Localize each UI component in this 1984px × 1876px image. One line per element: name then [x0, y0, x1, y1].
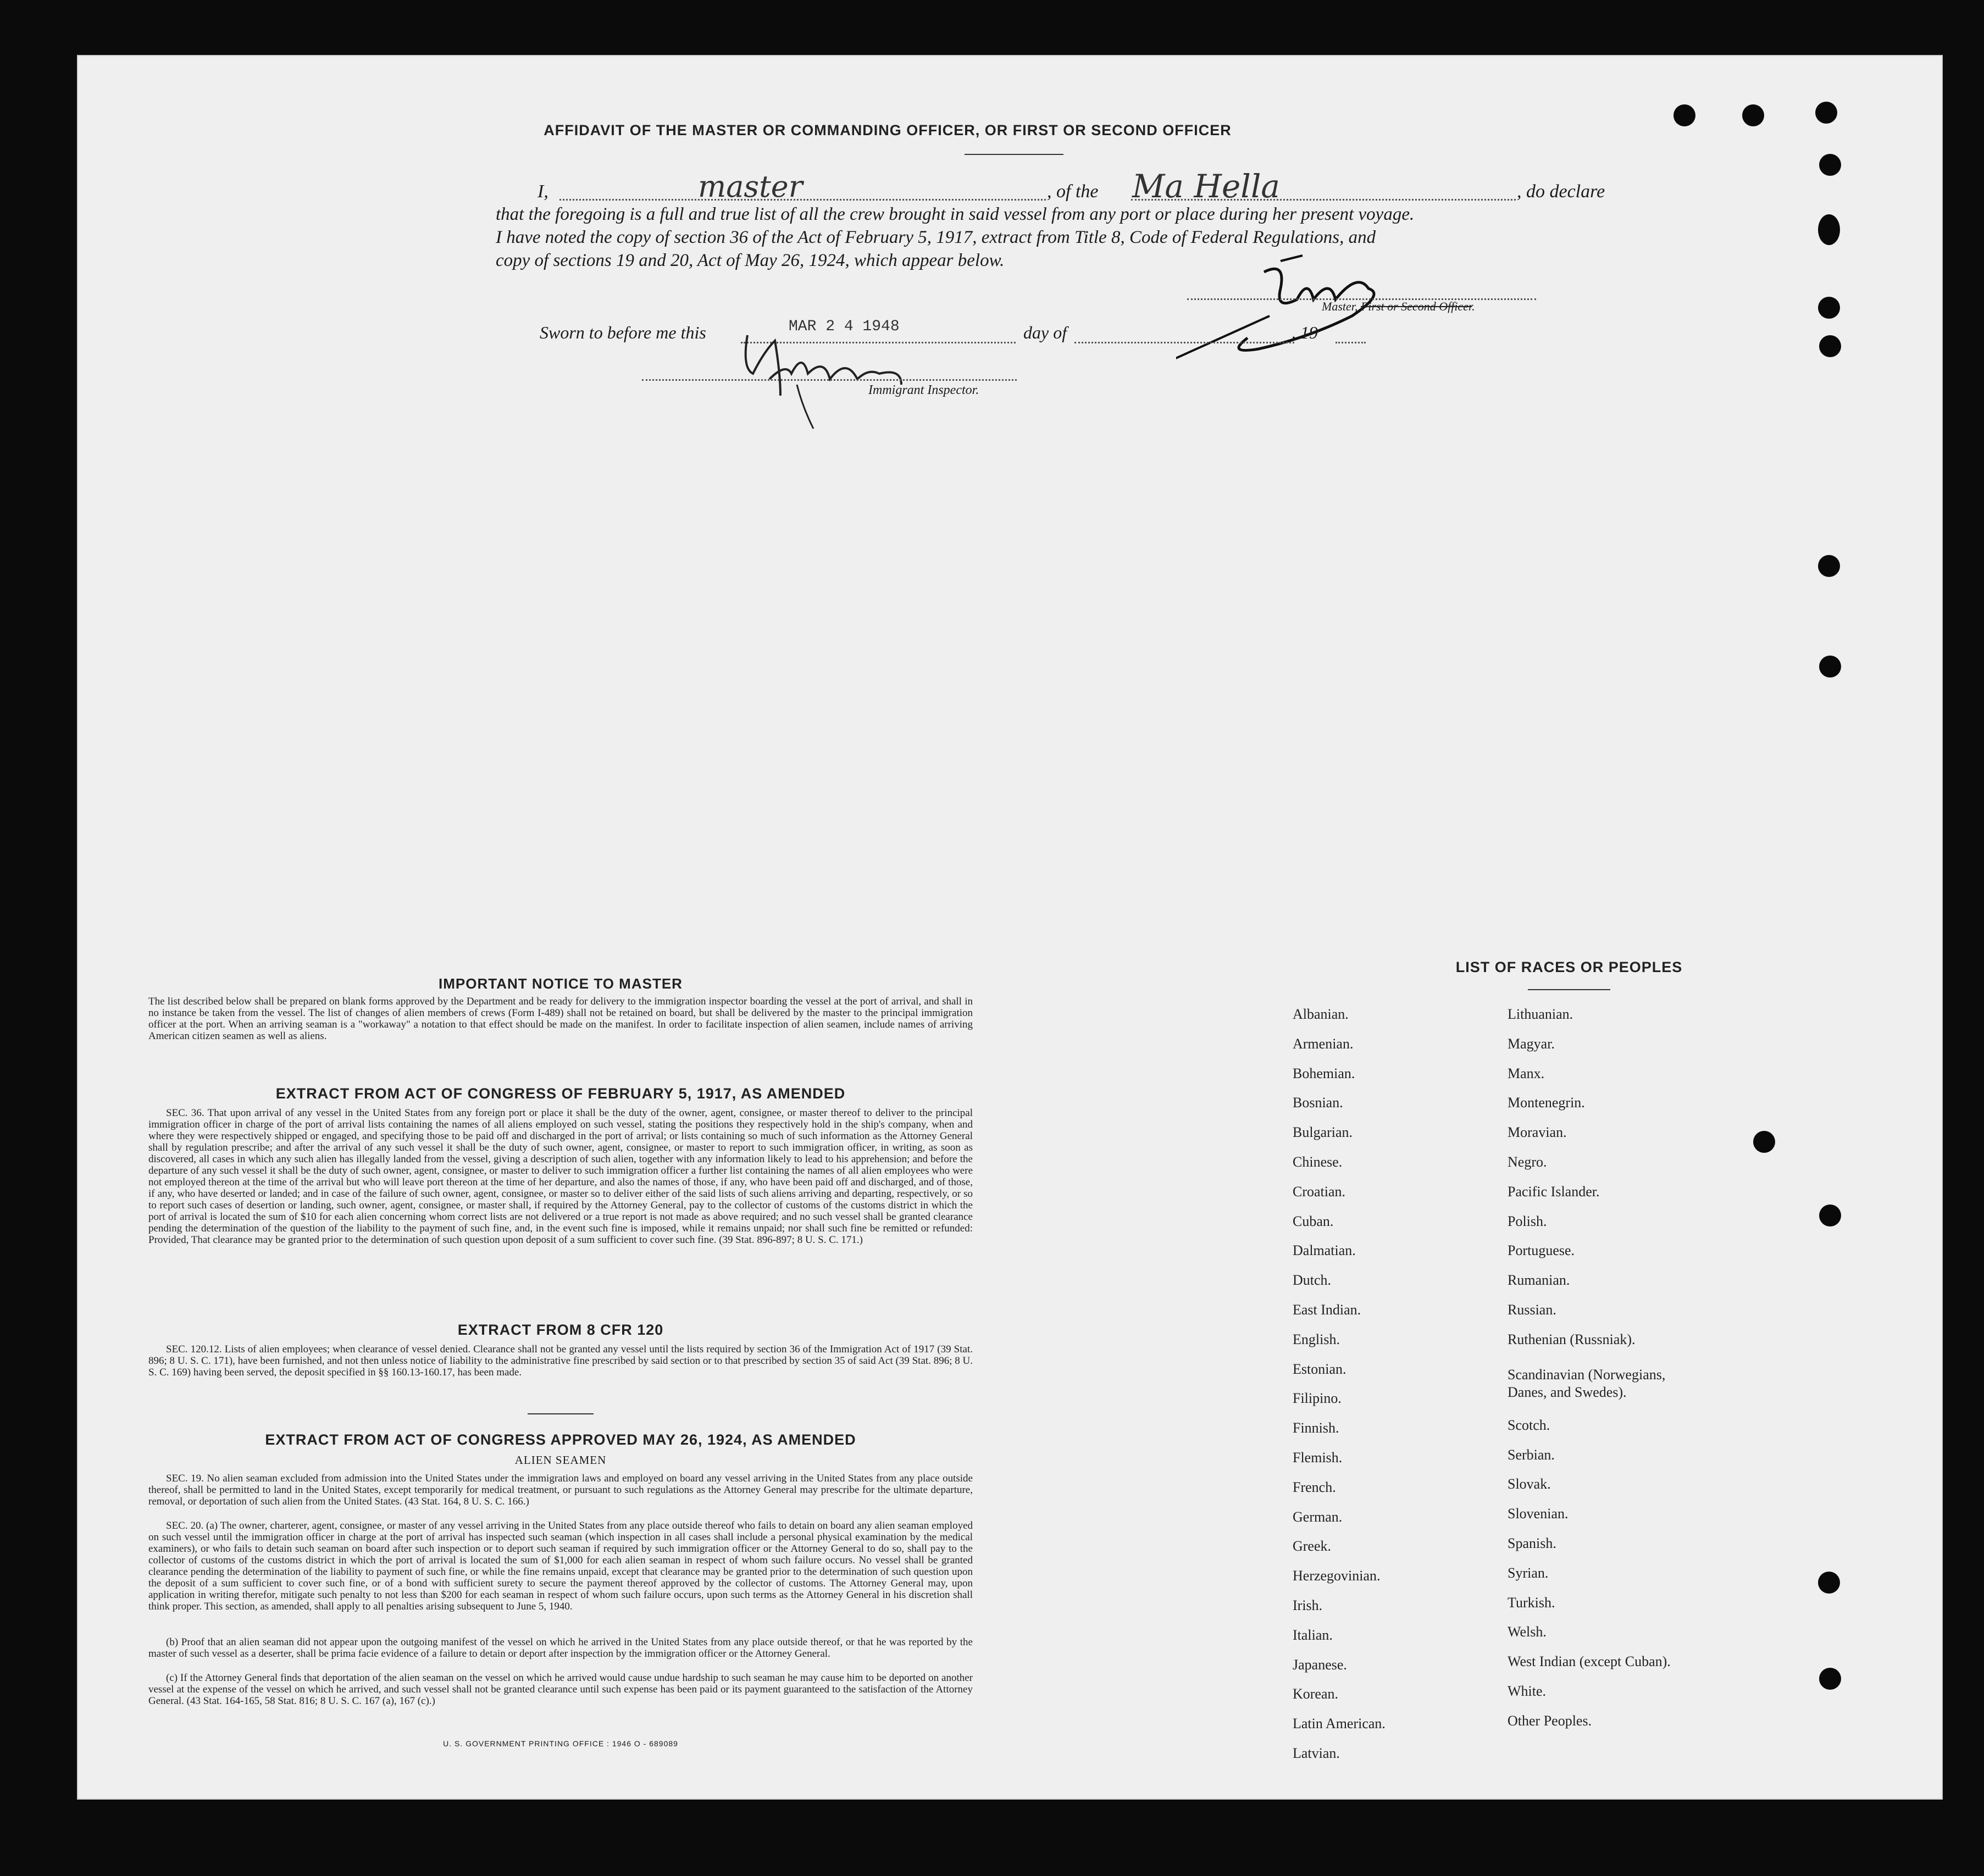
binder-hole [1818, 555, 1840, 577]
race-item: Montenegrin. [1508, 1095, 1585, 1111]
race-item: French. [1293, 1479, 1336, 1495]
sec-20a-text: SEC. 20. (a) The owner, charterer, agent, consignee, or master of any vessel arriving in the United States from any place outside thereof who fails to detain on board any alien seaman employed on such vessel until the immigration officer in charge at the port of arrival has inspected such seaman (which inspection in all cases shall include a personal physical examination by the medical examiners), or who fails to detain such seaman on board after such inspection or to deport such seaman if required by such immigration officer or the Attorney General to do so, shall pay to the collector of customs of the customs district in which the port of arrival is located the sum of $1,000 for each alien seaman in respect of whom such failure occurs. No vessel shall be granted clearance pending the determination of the liability to payment of such fine, or while the fine remains unpaid, except that clearance may be granted prior to the determination of such question upon the deposit of a sum sufficient to cover such fine, or of a bond with sufficient surety to secure the payment thereof approved by the collector of customs. The Attorney General may, upon application in writing therefor, mitigate such penalty to not less than $200 for each seaman in respect of whom such failure occurs, upon such terms as the Attorney General in his discretion shall think proper. This section, as amended, shall apply to all penalties arising subsequent to June 5, 1940. [148, 1520, 973, 1612]
race-item: Chinese. [1293, 1153, 1343, 1170]
race-item: Korean. [1293, 1686, 1339, 1702]
race-item: Lithuanian. [1508, 1006, 1573, 1022]
race-item: Bohemian. [1293, 1065, 1355, 1081]
label-struck: First or Second Officer [1360, 299, 1472, 313]
binder-hole [1819, 335, 1841, 357]
races-title: LIST OF RACES OR PEOPLES [1455, 959, 1683, 975]
race-item: Negro. [1508, 1153, 1547, 1170]
race-item: Serbian. [1508, 1446, 1555, 1463]
race-item: Polish. [1508, 1213, 1547, 1229]
do-declare-label: , do declare [1517, 181, 1605, 202]
race-item: Magyar. [1508, 1035, 1555, 1052]
year-line [1335, 342, 1366, 343]
master-signature [1176, 250, 1561, 470]
binder-hole [1818, 214, 1840, 245]
extract-1917-title: EXTRACT FROM ACT OF CONGRESS OF FEBRUARY 5, 1917, AS AMENDED [275, 1085, 846, 1102]
affidavit-line-2: that the foregoing is a full and true list of all the crew brought in said vessel from any port or place during her present voyage. [496, 204, 1415, 224]
binder-hole [1819, 1205, 1841, 1226]
signature-label [1322, 299, 1475, 314]
binder-hole [1742, 104, 1764, 126]
race-item: Croatian. [1293, 1183, 1346, 1200]
cfr-rule [528, 1413, 594, 1414]
race-item: Bosnian. [1293, 1095, 1343, 1111]
sec-20b-text: (b) Proof that an alien seaman did not appear upon the outgoing manifest of the vessel on which he arrived in the United States from any place outside thereof, or that he was reported by the master of such vessel as a deserter, shall be prima facie evidence of a failure to detain or deport after inspection by the immigration officer or the Attorney General. [148, 1636, 973, 1659]
notice-title: IMPORTANT NOTICE TO MASTER [439, 975, 683, 992]
race-item: Pacific Islander. [1508, 1183, 1600, 1200]
race-item: Spanish. [1508, 1535, 1556, 1551]
affidavit-title: AFFIDAVIT OF THE MASTER OR COMMANDING OFFICER, OR FIRST OR SECOND OFFICER [544, 122, 1232, 138]
race-item: West Indian (except Cuban). [1508, 1653, 1671, 1670]
races-right-column [1508, 1003, 1793, 1740]
race-item: Dalmatian. [1293, 1242, 1356, 1259]
extract-cfr-body: SEC. 120.12. Lists of alien employees; when clearance of vessel denied. Clearance shall not be granted any vessel until the lists required by section 36 of the Immigration Act of 1917 (39 Stat. 896; 8 U. S. C. 171), have been furnished, and not then unless notice of liability to the administrative fine prescribed by said section or to that prescribed by section 35 of said Act (39 Stat. 896; 8 U. S. C. 169) having been served, the deposit specified in §§ 160.13-160.17, has been made. [148, 1344, 973, 1378]
label-master: Master, [1322, 299, 1358, 313]
affidavit-line-4: copy of sections 19 and 20, Act of May 26, 1924, which appear below. [496, 251, 1005, 270]
race-item: Italian. [1293, 1627, 1333, 1643]
of-the-label: , of the [1047, 181, 1099, 202]
race-item: German. [1293, 1508, 1343, 1525]
race-item: Greek. [1293, 1538, 1332, 1555]
document-page [77, 55, 1943, 1800]
race-item: Dutch. [1293, 1272, 1332, 1289]
race-item: Filipino. [1293, 1390, 1342, 1407]
binder-hole [1753, 1131, 1775, 1153]
race-item: Herzegovinian. [1293, 1568, 1381, 1584]
inspector-label: Immigrant Inspector. [868, 383, 979, 397]
binder-hole [1819, 656, 1841, 678]
binder-hole [1818, 1572, 1840, 1594]
race-item: Moravian. [1508, 1124, 1567, 1141]
race-item: Cuban. [1293, 1213, 1334, 1229]
races-rule [1528, 989, 1610, 990]
month-line [1074, 342, 1294, 343]
sworn-label: Sworn to before me this [540, 323, 706, 342]
extract-1924-subtitle: ALIEN SEAMEN [514, 1453, 607, 1467]
race-item: Slovak. [1508, 1476, 1551, 1492]
binder-hole [1819, 1668, 1841, 1690]
title-rule [965, 154, 1063, 155]
date-stamp: MAR 2 4 1948 [789, 318, 900, 335]
race-item: Irish. [1293, 1597, 1323, 1613]
race-item: Russian. [1508, 1301, 1556, 1318]
race-item: Scandinavian (Norwegians, [1508, 1366, 1666, 1383]
race-item: Armenian. [1293, 1035, 1354, 1052]
inspector-line [642, 379, 1017, 381]
race-item: East Indian. [1293, 1301, 1361, 1318]
binder-hole [1819, 154, 1841, 176]
label-end: . [1472, 299, 1475, 313]
race-item: Rumanian. [1508, 1272, 1570, 1289]
race-item: English. [1293, 1331, 1340, 1347]
races-left-column [1293, 1003, 1474, 1772]
race-item: Finnish. [1293, 1420, 1339, 1436]
race-item: Danes, and Swedes). [1508, 1384, 1627, 1400]
nineteen-label: , 19 [1292, 323, 1318, 342]
race-item: Manx. [1508, 1065, 1545, 1081]
binder-hole [1818, 297, 1840, 319]
race-item: Bulgarian. [1293, 1124, 1353, 1141]
race-item: Syrian. [1508, 1564, 1549, 1581]
binder-hole [1815, 102, 1837, 124]
race-item: Portuguese. [1508, 1242, 1575, 1259]
race-item: White. [1508, 1683, 1547, 1699]
vessel-handwritten: Ma Hella [1132, 168, 1280, 205]
day-of-label: day of [1023, 323, 1067, 342]
race-item: Slovenian. [1508, 1506, 1569, 1522]
notice-body: The list described below shall be prepared on blank forms approved by the Department and be ready for delivery to the immigration inspector boarding the vessel at the port of arrival, and shall in no instance be taken from the vessel. The list of changes of alien members of crews (Form I-489) shall not be retained on board, but shall be delivered by the master to the principal immigration officer at the port. When an arriving seaman is a "workaway" a notation to that effect should be made on the manifest. In order to facilitate inspection of alien seamen, include names of arriving American citizen seamen as well as aliens. [148, 996, 973, 1042]
extract-cfr-title: EXTRACT FROM 8 CFR 120 [457, 1322, 664, 1338]
race-item: Ruthenian (Russniak). [1508, 1331, 1636, 1347]
affidavit-i: I, [537, 181, 548, 202]
binder-hole [1673, 104, 1695, 126]
race-item: Latvian. [1293, 1745, 1340, 1761]
printer-imprint: U. S. GOVERNMENT PRINTING OFFICE : 1946 O - 689089 [443, 1739, 678, 1748]
race-item: Albanian. [1293, 1006, 1349, 1022]
race-item: Welsh. [1508, 1624, 1547, 1640]
master-handwritten: master [698, 169, 803, 204]
race-item: Latin American. [1293, 1716, 1386, 1732]
extract-1924-title: EXTRACT FROM ACT OF CONGRESS APPROVED MAY 26, 1924, AS AMENDED [265, 1431, 856, 1448]
race-item: Turkish. [1508, 1594, 1555, 1611]
sec-19-text: SEC. 19. No alien seaman excluded from admission into the United States under the immigration laws and employed on board any vessel arriving in the United States from any place outside thereof, shall be permitted to land in the United States, except temporarily for medical treatment, or pursuant to such regulations as the Attorney General may prescribe for the ultimate departure, removal, or deportation of such alien from the United States. (43 Stat. 164, 8 U. S. C. 166.) [148, 1473, 973, 1507]
race-item: Other Peoples. [1508, 1712, 1592, 1729]
race-item: Japanese. [1293, 1656, 1347, 1673]
race-item: Estonian. [1293, 1361, 1346, 1377]
race-item: Flemish. [1293, 1449, 1343, 1466]
extract-1917-body: SEC. 36. That upon arrival of any vessel in the United States from any foreign port or place it shall be the duty of the owner, agent, consignee, or master thereof to deliver to the principal immigration officer in charge of the port of arrival lists containing the names of all aliens employed on such vessel, stating the positions they respectively hold in the ship's company, when and where they were respectively shipped or engaged, and specifying those to be paid off and discharged in the port of arrival; or lists containing so much of such information as the Attorney General shall by regulation prescribe; and after the arrival of any such vessel it shall be the duty of such owner, agent, consignee, or master to report to such immigration officer, in writing, as soon as discovered, all cases in which any such alien has illegally landed from the vessel, giving a description of such alien, together with any information likely to lead to his apprehension; and before the departure of any such vessel it shall be the duty of such owner, agent, consignee, or master to deliver to such immigration officer a further list containing the names of all alien employees who were not employed thereon at the time of the arrival but who will leave port thereon at the time of her departure, and also the names of those, if any, who have been paid off and discharged, and of those, if any, who have deserted or landed; and in case of the failure of such owner, agent, consignee, or master so to deliver either of the said lists of such aliens arriving and departing, respectively, or so to report such cases of desertion or landing, such owner, agent, consignee, or master shall, if required by the Attorney General, pay to the collector of customs of the customs district in which the port of arrival is located the sum of $10 for each alien concerning whom correct lists are not delivered or a true report is not made as above required; and no such vessel shall be granted clearance pending the determination of the question of the liability to the payment of such fine, and, in the event such fine is imposed, while it remains unpaid; nor shall such fine be remitted or refunded: Provided, That clearance may be granted prior to the determination of such question upon deposit of a sum sufficient to cover such fine. (39 Stat. 896-897; 8 U. S. C. 171.) [148, 1107, 973, 1246]
race-item: Scotch. [1508, 1417, 1550, 1433]
sec-20c-text: (c) If the Attorney General finds that deportation of the alien seaman on the vessel on which he arrived would cause undue hardship to such seaman he may cause him to be deported on another vessel at the expense of the vessel on which he arrived, and such vessel shall not be granted clearance until such expense has been paid or its payment guaranteed to the satisfaction of the Attorney General. (43 Stat. 164-165, 58 Stat. 816; 8 U. S. C. 167 (a), 167 (c).) [148, 1672, 973, 1707]
affidavit-line-3: I have noted the copy of section 36 of the Act of February 5, 1917, extract from Title 8, Code of Federal Regulations, and [496, 227, 1376, 247]
